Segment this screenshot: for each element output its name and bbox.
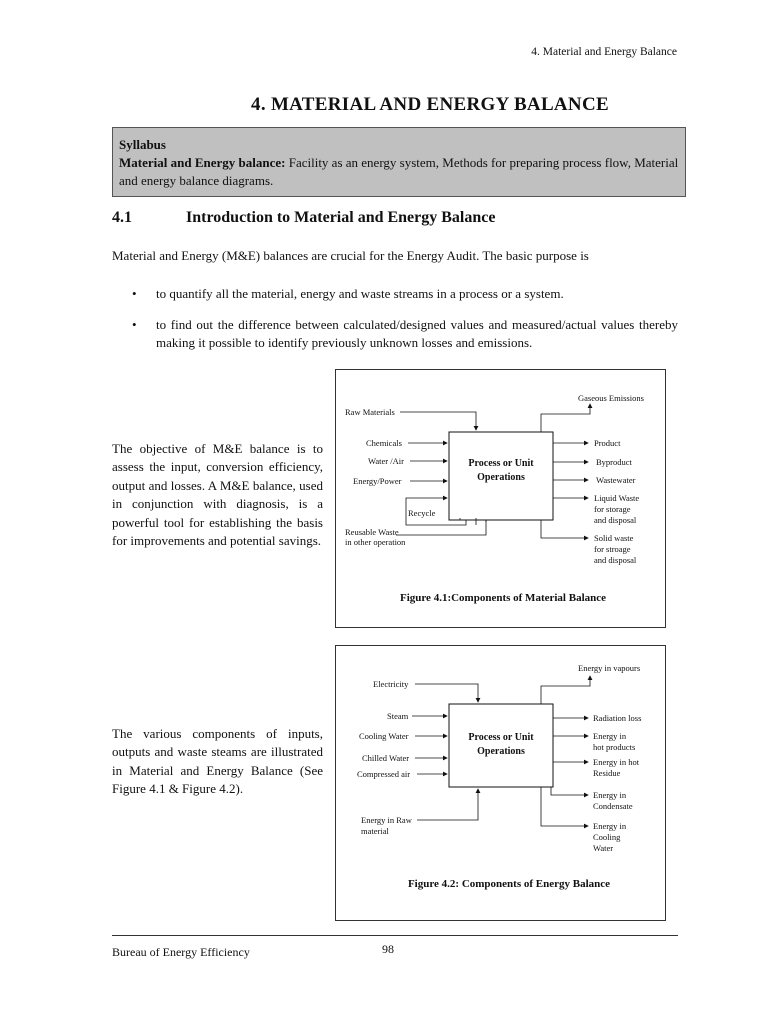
output-label: Cooling xyxy=(593,832,621,842)
reusable-label: Reusable Waste xyxy=(345,527,399,537)
bullet-text: to find out the difference between calculated/designed values and measured/actual values thereby making it possible to identify previously unknown losses and emissions. xyxy=(156,317,678,350)
bullet-item xyxy=(132,285,678,303)
output-label: Condensate xyxy=(593,801,633,811)
input-label: Electricity xyxy=(373,679,409,689)
output-label: and disposal xyxy=(594,555,637,565)
syllabus-topic-text: Facility as an energy system, Methods for preparing process flow, Material and energy balance diagrams. xyxy=(119,155,679,188)
output-label: Solid waste xyxy=(594,533,634,543)
process-box-label: Process or Unit xyxy=(468,732,534,743)
input-arrow xyxy=(400,412,476,430)
components-paragraph: The various components of inputs, outputs and waste steams are illustrated in Material and Energy Balance (See Figure 4.1 & Figure 4.2). xyxy=(112,726,323,797)
syllabus-heading: Syllabus xyxy=(119,137,166,152)
output-label: Energy in xyxy=(593,790,627,800)
section-title: Introduction to Material and Energy Balance xyxy=(186,209,496,226)
output-arrow xyxy=(551,787,588,795)
bullet-text: to quantify all the material, energy and waste streams in a process or a system. xyxy=(156,286,564,301)
bullet-dot: • xyxy=(132,286,137,301)
input-label: material xyxy=(361,826,389,836)
input-arrow xyxy=(415,684,478,702)
input-arrow xyxy=(417,789,478,820)
figure-material-balance xyxy=(335,369,666,628)
section-number: 4.1 xyxy=(112,209,132,226)
recycle-label: Recycle xyxy=(408,508,436,518)
output-label: and disposal xyxy=(594,515,637,525)
page-number: 98 xyxy=(382,942,394,956)
intro-paragraph: Material and Energy (M&E) balances are crucial for the Energy Audit. The basic purpose is xyxy=(112,248,589,263)
output-label: Product xyxy=(594,438,621,448)
input-label: Chilled Water xyxy=(362,753,410,763)
output-label: hot products xyxy=(593,742,636,752)
output-label: Energy in xyxy=(593,821,627,831)
objective-paragraph: The objective of M&E balance is to assess the input, conversion efficiency, output and losses. A M&E balance, used in conjunction with diagnosis, is a powerful tool for establishing the basis for improvements and potential savings. xyxy=(112,441,323,549)
input-label: Chemicals xyxy=(366,438,402,448)
process-box-label: Operations xyxy=(477,472,525,483)
output-label: Water xyxy=(593,843,614,853)
reusable-label: in other operation xyxy=(345,537,406,547)
output-label: Radiation loss xyxy=(593,713,642,723)
figure-energy-balance xyxy=(335,645,666,921)
output-arrow xyxy=(541,404,590,432)
output-arrow xyxy=(541,676,590,704)
input-label: Water /Air xyxy=(368,456,404,466)
energy-balance-diagram xyxy=(336,646,667,922)
output-label: Liquid Waste xyxy=(594,493,640,503)
section-heading xyxy=(112,209,495,227)
syllabus-topic-label: Material and Energy balance: xyxy=(119,155,286,170)
output-label: Byproduct xyxy=(596,457,632,467)
output-label: for storage xyxy=(594,504,631,514)
process-box-label: Process or Unit xyxy=(468,458,534,469)
bullet-item xyxy=(132,316,678,352)
footer-organization: Bureau of Energy Efficiency xyxy=(112,945,250,959)
material-balance-diagram xyxy=(336,370,667,629)
output-label: Energy in vapours xyxy=(578,663,641,673)
input-label: Energy in Raw xyxy=(361,815,412,825)
output-label: Energy in hot xyxy=(593,757,640,767)
bullet-dot: • xyxy=(132,317,137,332)
output-label: for stroage xyxy=(594,544,631,554)
figure-caption: Figure 4.2: Components of Energy Balance xyxy=(407,878,611,890)
input-label: Compressed air xyxy=(357,769,411,779)
syllabus-box xyxy=(112,127,686,197)
input-label: Energy/Power xyxy=(353,476,402,486)
process-box-label: Operations xyxy=(477,746,525,757)
output-label: Gaseous Emissions xyxy=(578,393,644,403)
output-label: Residue xyxy=(593,768,621,778)
chapter-title: 4. MATERIAL AND ENERGY BALANCE xyxy=(251,94,609,115)
input-label: Cooling Water xyxy=(359,731,409,741)
running-header: 4. Material and Energy Balance xyxy=(531,46,677,58)
output-arrow xyxy=(541,787,588,826)
footer-divider xyxy=(112,935,678,936)
output-arrow xyxy=(541,520,588,538)
input-label: Steam xyxy=(387,711,409,721)
input-label: Raw Materials xyxy=(345,407,395,417)
output-label: Wastewater xyxy=(596,475,636,485)
figure-caption: Figure 4.1:Components of Material Balance xyxy=(399,592,607,604)
output-label: Energy in xyxy=(593,731,627,741)
